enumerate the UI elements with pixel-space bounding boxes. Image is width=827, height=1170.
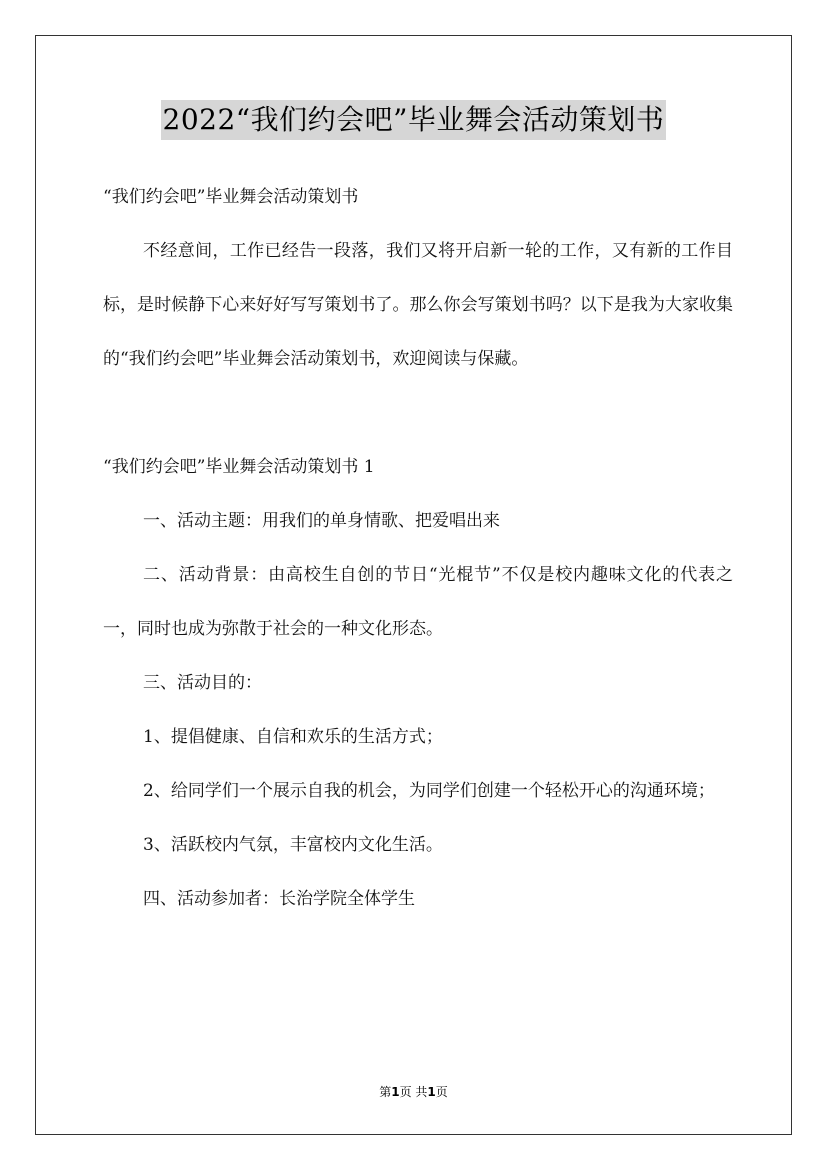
footer-total-pages: 1	[427, 1085, 436, 1099]
paragraph-background: 二、活动背景：由高校生自创的节日“光棍节”不仅是校内趣味文化的代表之一，同时也成为弥散于社会的一种文化形态。	[103, 565, 733, 639]
title-container	[0, 100, 827, 140]
footer-page-number: 1	[391, 1085, 400, 1099]
paragraph-purpose-1: 1、提倡健康、自信和欢乐的生活方式；	[143, 727, 443, 747]
document-body	[103, 170, 733, 926]
blank-line	[103, 386, 733, 440]
paragraph-purpose-3: 3、活跃校内气氛，丰富校内文化生活。	[143, 835, 443, 855]
intro-paragraph: 不经意间，工作已经告一段落，我们又将开启新一轮的工作，又有新的工作目标，是时候静下心来好好写写策划书了。那么你会写策划书吗？以下是我为大家收集的“我们约会吧”毕业舞会活动策划书，欢迎阅读与保藏。	[103, 241, 733, 369]
paragraph-purpose-heading: 三、活动目的：	[143, 673, 262, 693]
page-footer	[0, 1082, 827, 1102]
footer-page-mid: 页 共	[399, 1085, 428, 1099]
section-heading: “我们约会吧”毕业舞会活动策划书 1	[103, 457, 375, 477]
paragraph-participants: 四、活动参加者：长治学院全体学生	[143, 889, 415, 909]
paragraph-purpose-2: 2、给同学们一个展示自我的机会，为同学们创建一个轻松开心的沟通环境；	[143, 781, 715, 801]
document-title: 2022“我们约会吧”毕业舞会活动策划书	[161, 100, 667, 140]
paragraph-theme: 一、活动主题：用我们的单身情歌、把爱唱出来	[143, 511, 500, 531]
footer-page-suffix: 页	[435, 1085, 448, 1099]
footer-page-prefix: 第	[379, 1085, 392, 1099]
document-subtitle: “我们约会吧”毕业舞会活动策划书	[103, 187, 359, 207]
